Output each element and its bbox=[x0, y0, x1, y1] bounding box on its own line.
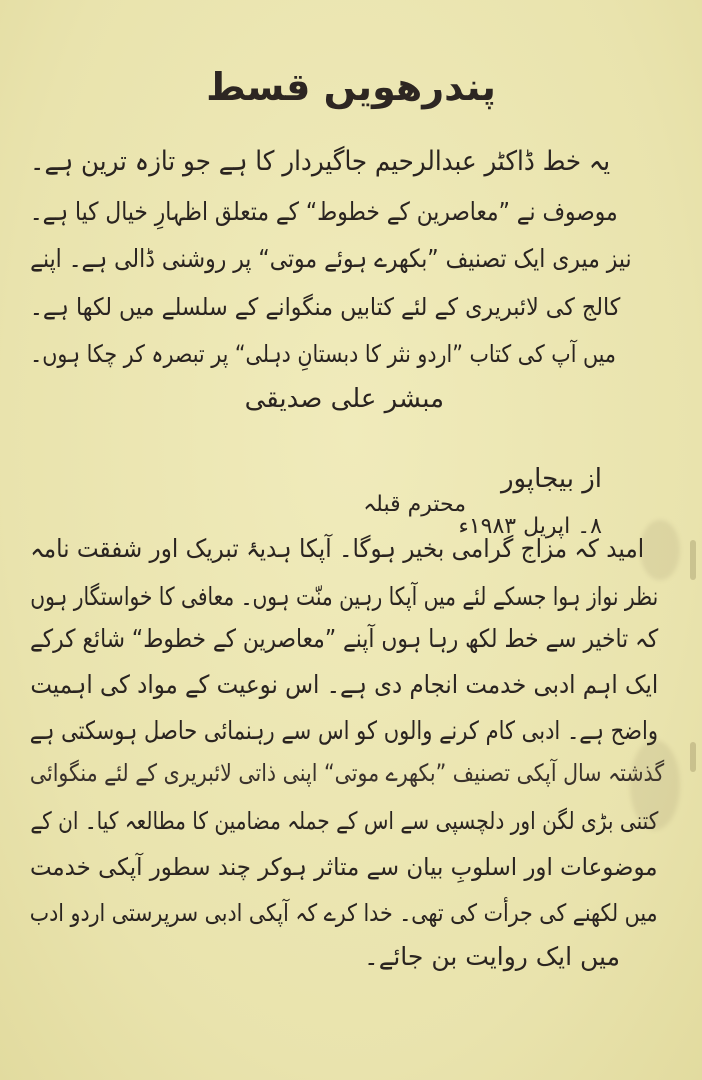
letter2-line-8: موضوعات اور اسلوبِ بیان سے متاثر ہوکر چند سطور آپکی خدمت bbox=[30, 853, 658, 881]
letter2-line-6: گذشتہ سال آپکی تصنیف ”بکھرے موتی“ اپنی ذاتی لائبریری کے لئے منگوائی bbox=[29, 759, 664, 787]
letter1-line-1: یہ خط ڈاکٹر عبدالرحیم جاگیردار کا ہے جو تازہ ترین ہے۔ bbox=[30, 146, 610, 177]
letter2-line-3: کہ تاخیر سے خط لکھ رہا ہوں آپنے ”معاصرین کے خطوط“ شائع کرکے bbox=[29, 624, 658, 653]
letter2-location: از بیجاپور bbox=[500, 464, 602, 494]
letter2-line-7: کتنی بڑی لگن اور دلچسپی سے اس کے جملہ مضامین کا مطالعہ کیا۔ ان کے bbox=[30, 807, 658, 835]
scan-smudge bbox=[630, 740, 680, 830]
page-edge-mark bbox=[690, 540, 696, 580]
letter2-line-4: ایک اہم ادبی خدمت انجام دی ہے۔ اس نوعیت کے مواد کی اہمیت bbox=[30, 670, 658, 699]
letter2-salutation: محترم قبلہ bbox=[363, 492, 466, 517]
letter1-line-3: نیز میری ایک تصنیف ”بکھرے ہوئے موتی“ پر روشنی ڈالی ہے۔ اپنے bbox=[30, 244, 632, 273]
letter1-line-5: میں آپ کی کتاب ”اردو نثر کا دبستانِ دہلی“ پر تبصرہ کر چکا ہوں۔ bbox=[30, 340, 616, 368]
letter1-line-2: موصوف نے ”معاصرین کے خطوط“ کے متعلق اظہارِ خیال کیا ہے۔ bbox=[30, 197, 618, 226]
letter2-line-2: نظر نواز ہوا جسکے لئے میں آپکا رہین منّت ہوں۔ معافی کا خواستگار ہوں bbox=[29, 582, 658, 611]
page-edge-mark bbox=[690, 742, 696, 772]
page-title: پندرھویں قسط bbox=[206, 65, 496, 109]
letter2-line-5: واضح ہے۔ ادبی کام کرنے والوں کو اس سے رہنمائی حاصل ہوسکتی ہے bbox=[29, 716, 658, 745]
scan-smudge bbox=[640, 520, 680, 580]
letter2-date: ۸۔ اپریل ۱۹۸۳ء bbox=[458, 514, 602, 539]
letter1-line-4: کالج کی لائبریری کے لئے کتابیں منگوانے کے سلسلے میں لکھا ہے۔ bbox=[29, 293, 620, 321]
letter2-line-1: امید کہ مزاج گرامی بخیر ہوگا۔ آپکا ہدیۂ تبریک اور شفقت نامہ bbox=[30, 534, 644, 563]
letter1-signature: مبشر علی صدیقی bbox=[244, 384, 444, 414]
letter2-line-9: میں لکھنے کی جرأت کی تھی۔ خدا کرے کہ آپکی ادبی سرپرستی اردو ادب bbox=[30, 899, 658, 927]
letter2-line-10: میں ایک روایت بن جائے۔ bbox=[364, 942, 620, 971]
